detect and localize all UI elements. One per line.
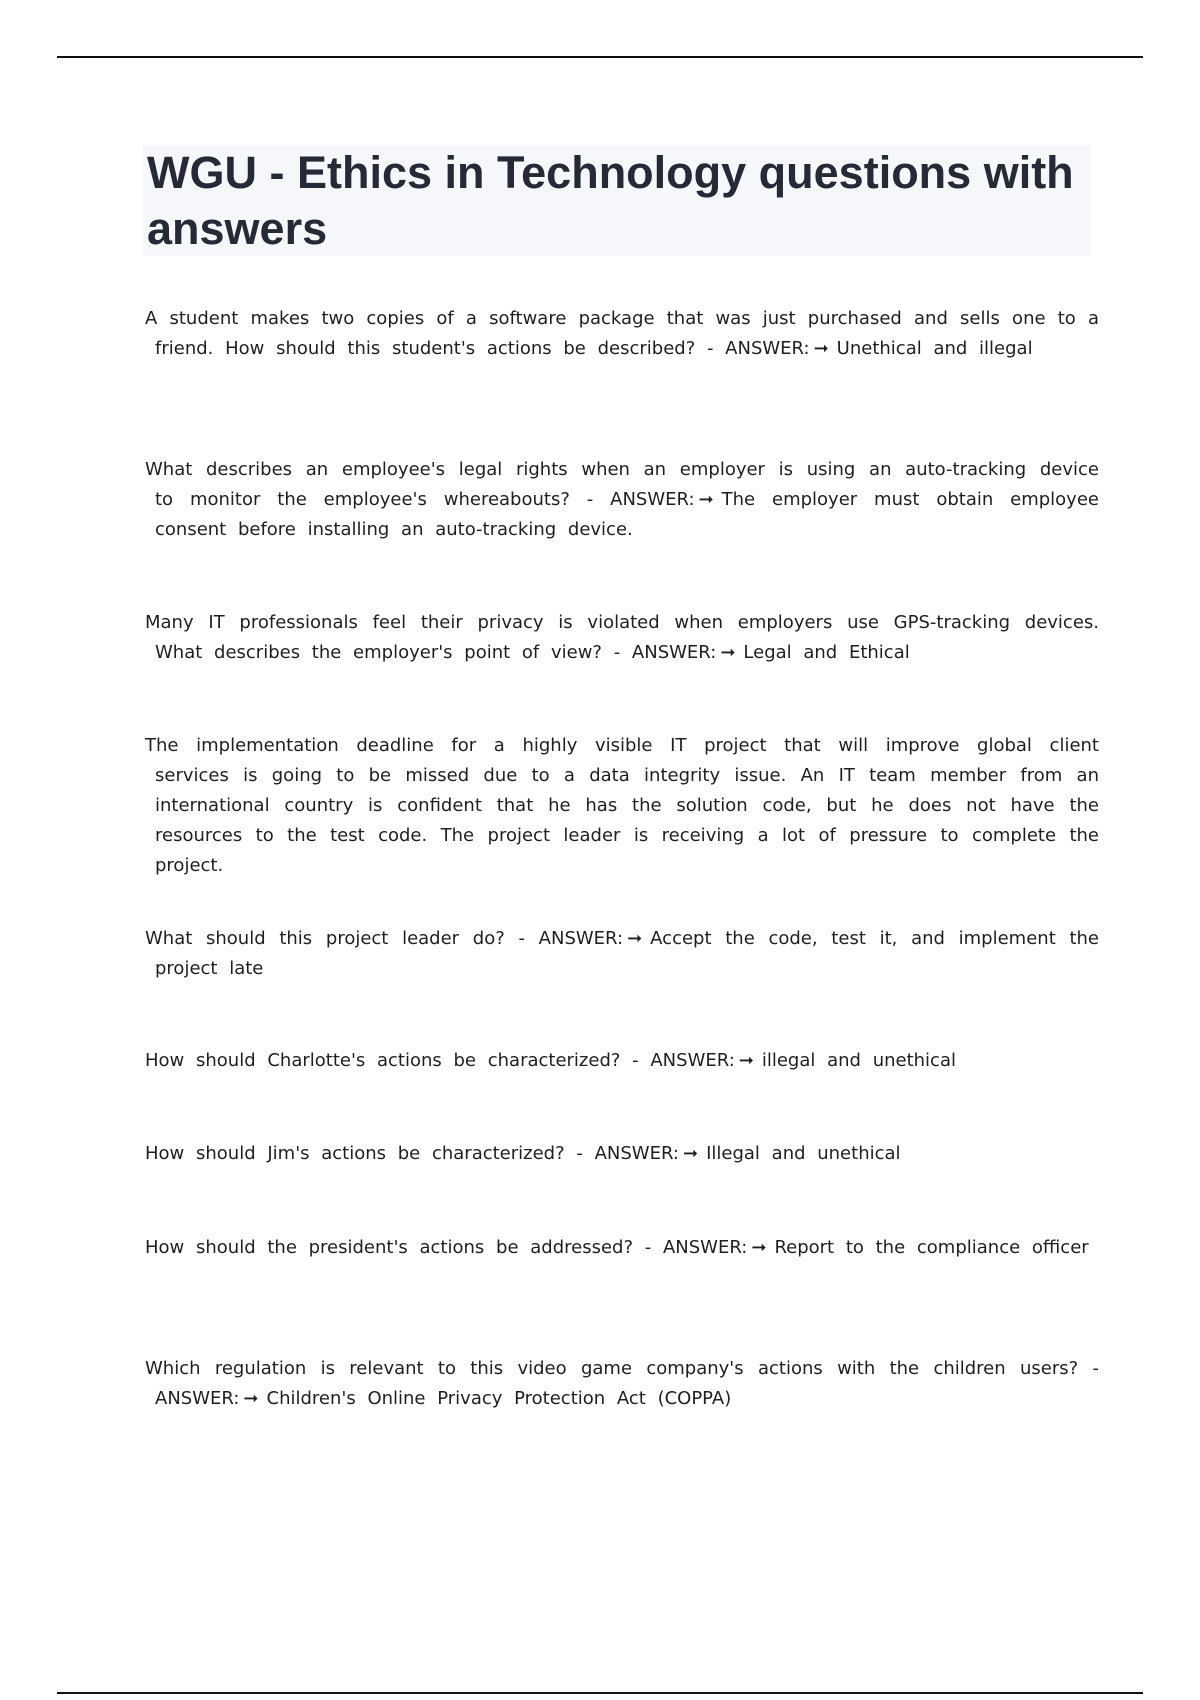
answer-text: Children's Online Privacy Protection Act (COPPA) bbox=[266, 1388, 732, 1409]
question-text: What describes an employee's legal rights when an employer is using an auto-tracking device to monitor the employee's whereabouts? - ANSWER: bbox=[145, 459, 1099, 510]
answer-text: Illegal and unethical bbox=[706, 1143, 901, 1164]
qa-item-4 bbox=[145, 924, 1099, 984]
document-title: WGU - Ethics in Technology questions with answers bbox=[147, 147, 1074, 254]
answer-text: The employer must obtain employee consent before installing an auto-tracking device. bbox=[155, 489, 1099, 540]
qa-item-3 bbox=[145, 608, 1099, 668]
answer-text: Report to the compliance officer bbox=[774, 1237, 1089, 1258]
question-text: Which regulation is relevant to this video game company's actions with the children users? - ANSWER: bbox=[145, 1358, 1099, 1409]
bottom-rule bbox=[57, 1692, 1143, 1694]
title-banner bbox=[143, 145, 1091, 256]
qa-item-6 bbox=[145, 1139, 1099, 1169]
answer-text: Accept the code, test it, and implement the project late bbox=[155, 928, 1099, 979]
question-text: What should this project leader do? - ANSWER: bbox=[145, 928, 624, 949]
answer-text: Unethical and illegal bbox=[836, 338, 1033, 359]
qa-item-2 bbox=[145, 455, 1099, 545]
question-text: How should Charlotte's actions be characterized? - ANSWER: bbox=[145, 1050, 735, 1071]
arrow-right-icon: ➞ bbox=[751, 1237, 767, 1258]
arrow-right-icon: ➞ bbox=[698, 489, 714, 510]
arrow-right-icon: ➞ bbox=[813, 338, 829, 359]
top-rule bbox=[57, 56, 1143, 58]
arrow-right-icon: ➞ bbox=[720, 642, 736, 663]
question-text: A student makes two copies of a software package that was just purchased and sells one to a friend. How should this student's actions be described? - ANSWER: bbox=[145, 308, 1099, 359]
scenario-paragraph bbox=[145, 731, 1099, 881]
arrow-right-icon: ➞ bbox=[243, 1388, 259, 1409]
answer-text: Legal and Ethical bbox=[743, 642, 910, 663]
qa-item-1 bbox=[145, 304, 1099, 364]
question-text: How should Jim's actions be characterized? - ANSWER: bbox=[145, 1143, 679, 1164]
arrow-right-icon: ➞ bbox=[738, 1050, 754, 1071]
answer-text: illegal and unethical bbox=[761, 1050, 956, 1071]
arrow-right-icon: ➞ bbox=[627, 928, 643, 949]
qa-item-7 bbox=[145, 1233, 1099, 1263]
question-text: How should the president's actions be addressed? - ANSWER: bbox=[145, 1237, 748, 1258]
scenario-text: The implementation deadline for a highly visible IT project that will improve global client services is going to be missed due to a data integrity issue. An IT team member from an international country is confident that he has the solution code, but he does not have the resources to the test code. The project leader is receiving a lot of pressure to complete the project. bbox=[145, 735, 1099, 876]
qa-item-5 bbox=[145, 1046, 1099, 1076]
question-text: Many IT professionals feel their privacy is violated when employers use GPS-tracking devices. What describes the employer's point of view? - ANSWER: bbox=[145, 612, 1099, 663]
qa-item-8 bbox=[145, 1354, 1099, 1414]
arrow-right-icon: ➞ bbox=[683, 1143, 699, 1164]
